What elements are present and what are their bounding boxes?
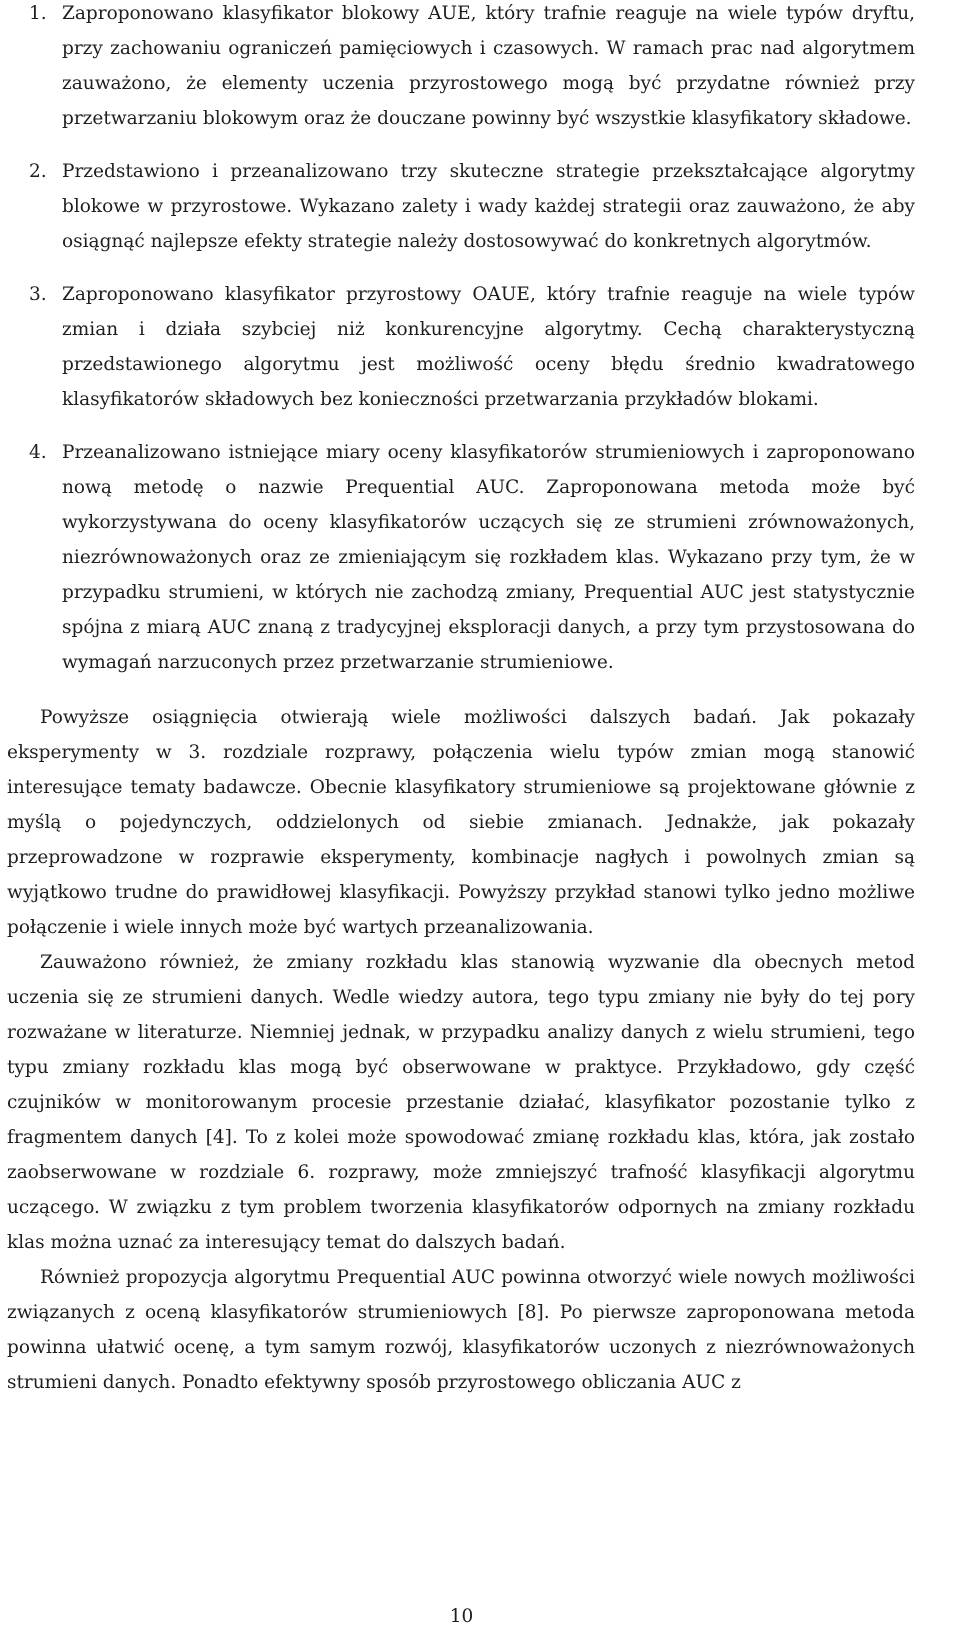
item-text: Przeanalizowano istniejące miary oceny klasyfikatorów strumieniowych i zaproponowano nową metodę o nazwie Prequential AUC. Zaproponowana metoda może być wykorzystywana do oceny klasyfikatorów uczących się ze strumieni zrównoważonych, niezrównoważonych oraz ze zmieniającym się rozkładem klas. Wykazano przy tym, że w przypadku strumieni, w których nie zachodzą zmiany, Prequential AUC jest statystycznie spójna z miarą AUC znaną z tradycyjnej eksploracji danych, a przy tym przystosowana do wymagań narzuconych przez przetwarzanie strumieniowe.: [62, 442, 915, 673]
body-paragraph: Również propozycja algorytmu Prequential AUC powinna otworzyć wiele nowych możliwości związanych z oceną klasyfikatorów strumieniowych [8]. Po pierwsze zaproponowana metoda powinna ułatwić ocenę, a tym samym rozwój, klasyfikatorów uczonych z niezrównoważonych strumieni danych. Ponadto efektywny sposób przyrostowego obliczania AUC z: [7, 1267, 915, 1393]
item-number: 4.: [29, 442, 47, 463]
contribution-item: [7, 0, 915, 136]
page-content: [7, 0, 915, 1400]
page-number: 10: [449, 1606, 474, 1627]
contribution-item: [7, 154, 915, 259]
contribution-item: [7, 277, 915, 417]
contribution-item: [7, 435, 915, 680]
body-paragraph: Zauważono również, że zmiany rozkładu klas stanowią wyzwanie dla obecnych metod uczenia się ze strumieni danych. Wedle wiedzy autora, tego typu zmiany nie były do tej pory rozważane w literaturze. Niemniej jednak, w przypadku analizy danych z wielu strumieni, tego typu zmiany rozkładu klas mogą być obserwowane w praktyce. Przykładowo, gdy część czujników w monitorowanym procesie przestanie działać, klasyfikator pozostanie tylko z fragmentem danych [4]. To z kolei może spowodować zmianę rozkładu klas, która, jak zostało zaobserwowane w rozdziale 6. rozprawy, może zmniejszyć trafność klasyfikacji algorytmu uczącego. W związku z tym problem tworzenia klasyfikatorów odpornych na zmiany rozkładu klas można uznać za interesujący temat do dalszych badań.: [7, 952, 915, 1253]
item-text: Przedstawiono i przeanalizowano trzy skuteczne strategie przekształcające algorytmy blokowe w przyrostowe. Wykazano zalety i wady każdej strategii oraz zauważono, że aby osiągnąć najlepsze efekty strategie należy dostosowywać do konkretnych algorytmów.: [62, 161, 915, 252]
item-number: 1.: [29, 3, 47, 24]
item-number: 2.: [29, 161, 47, 182]
contributions-list: [7, 0, 915, 680]
item-text: Zaproponowano klasyfikator blokowy AUE, który trafnie reaguje na wiele typów dryftu, przy zachowaniu ograniczeń pamięciowych i czasowych. W ramach prac nad algorytmem zauważono, że elementy uczenia przyrostowego mogą być przydatne również przy przetwarzaniu blokowym oraz że douczane powinny być wszystkie klasyfikatory składowe.: [62, 3, 915, 129]
body-paragraph: Powyższe osiągnięcia otwierają wiele możliwości dalszych badań. Jak pokazały eksperymenty w 3. rozdziale rozprawy, połączenia wielu typów zmian mogą stanowić interesujące tematy badawcze. Obecnie klasyfikatory strumieniowe są projektowane głównie z myślą o pojedynczych, oddzielonych od siebie zmianach. Jednakże, jak pokazały przeprowadzone w rozprawie eksperymenty, kombinacje nagłych i powolnych zmian są wyjątkowo trudne do prawidłowej klasyfikacji. Powyższy przykład stanowi tylko jedno możliwe połączenie i wiele innych może być wartych przeanalizowania.: [7, 707, 915, 938]
item-number: 3.: [29, 284, 47, 305]
item-text: Zaproponowano klasyfikator przyrostowy OAUE, który trafnie reaguje na wiele typów zmian i działa szybciej niż konkurencyjne algorytmy. Cechą charakterystyczną przedstawionego algorytmu jest możliwość oceny błędu średnio kwadratowego klasyfikatorów składowych bez konieczności przetwarzania przykładów blokami.: [62, 284, 915, 410]
